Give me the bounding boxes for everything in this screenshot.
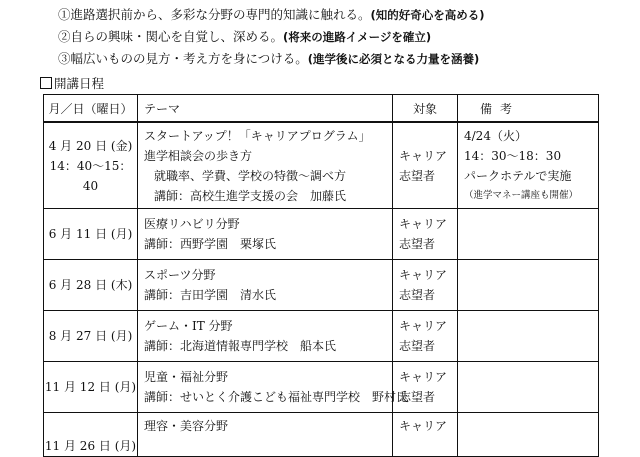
note-cell	[458, 362, 599, 413]
header-target: 対象	[393, 95, 458, 123]
target-cell: キャリア 志望者	[393, 362, 458, 413]
theme-cell: 児童・福祉分野 講師：せいとく介護こども福祉専門学校 野村氏	[138, 362, 393, 413]
date-cell: 11 月 26 日 (月)	[44, 413, 138, 457]
table-row	[44, 122, 599, 209]
table-row	[44, 413, 599, 457]
goals-list	[58, 5, 485, 71]
target-cell: キャリア 志望者	[393, 122, 458, 209]
goal-item: ③幅広いものの見方・考え方を身につける。(進学後に必須となる力量を涵養)	[58, 51, 480, 66]
goal-emphasis: (進学後に必須となる力量を涵養)	[307, 52, 480, 66]
header-theme: テーマ	[138, 95, 393, 123]
table-row	[44, 209, 599, 260]
theme-cell: 理容・美容分野	[138, 413, 393, 457]
theme-cell: 医療リハビリ分野 講師：西野学園 栗塚氏	[138, 209, 393, 260]
goal-emphasis: (知的好奇心を高める)	[370, 8, 485, 22]
checkbox-square-icon	[40, 77, 52, 89]
note-cell	[458, 209, 599, 260]
schedule-table	[43, 94, 599, 457]
goal-item: ②自らの興味・関心を自覚し、深める。(将来の進路イメージを確立)	[58, 29, 432, 44]
goal-item: ①進路選択前から、多彩な分野の専門的知識に触れる。(知的好奇心を高める)	[58, 7, 485, 22]
table-row	[44, 311, 599, 362]
target-cell: キャリア 志望者	[393, 311, 458, 362]
theme-cell: スタートアップ！「キャリアプログラム」 進学相談会の歩き方 就職率、学費、学校の特徴～調べ方 講師：高校生進学支援の会 加藤氏	[138, 122, 393, 209]
table-row	[44, 362, 599, 413]
date-cell: 11 月 12 日 (月)	[44, 362, 138, 413]
note-cell	[458, 311, 599, 362]
note-cell	[458, 260, 599, 311]
note-cell: 4/24（火） 14：30～18：30 パークホテルで実施 （進学マネー講座も開催）	[458, 122, 599, 209]
date-cell: 6 月 28 日 (木)	[44, 260, 138, 311]
table-header-row	[44, 95, 599, 123]
theme-cell: スポーツ分野 講師：吉田学園 清水氏	[138, 260, 393, 311]
note-cell	[458, 413, 599, 457]
target-cell: キャリア 志望者	[393, 260, 458, 311]
date-cell: 8 月 27 日 (月)	[44, 311, 138, 362]
target-cell: キャリア 志望者	[393, 209, 458, 260]
header-date: 月／日（曜日）	[44, 95, 138, 123]
date-cell: 6 月 11 日 (月)	[44, 209, 138, 260]
goal-emphasis: (将来の進路イメージを確立)	[283, 30, 432, 44]
target-cell: キャリア	[393, 413, 458, 457]
date-cell: 4 月 20 日 (金) 14：40～15：40	[44, 122, 138, 209]
theme-cell: ゲーム・IT 分野 講師：北海道情報専門学校 船本氏	[138, 311, 393, 362]
table-row	[44, 260, 599, 311]
header-note: 備考	[458, 95, 599, 123]
section-title: 開講日程	[40, 74, 104, 92]
